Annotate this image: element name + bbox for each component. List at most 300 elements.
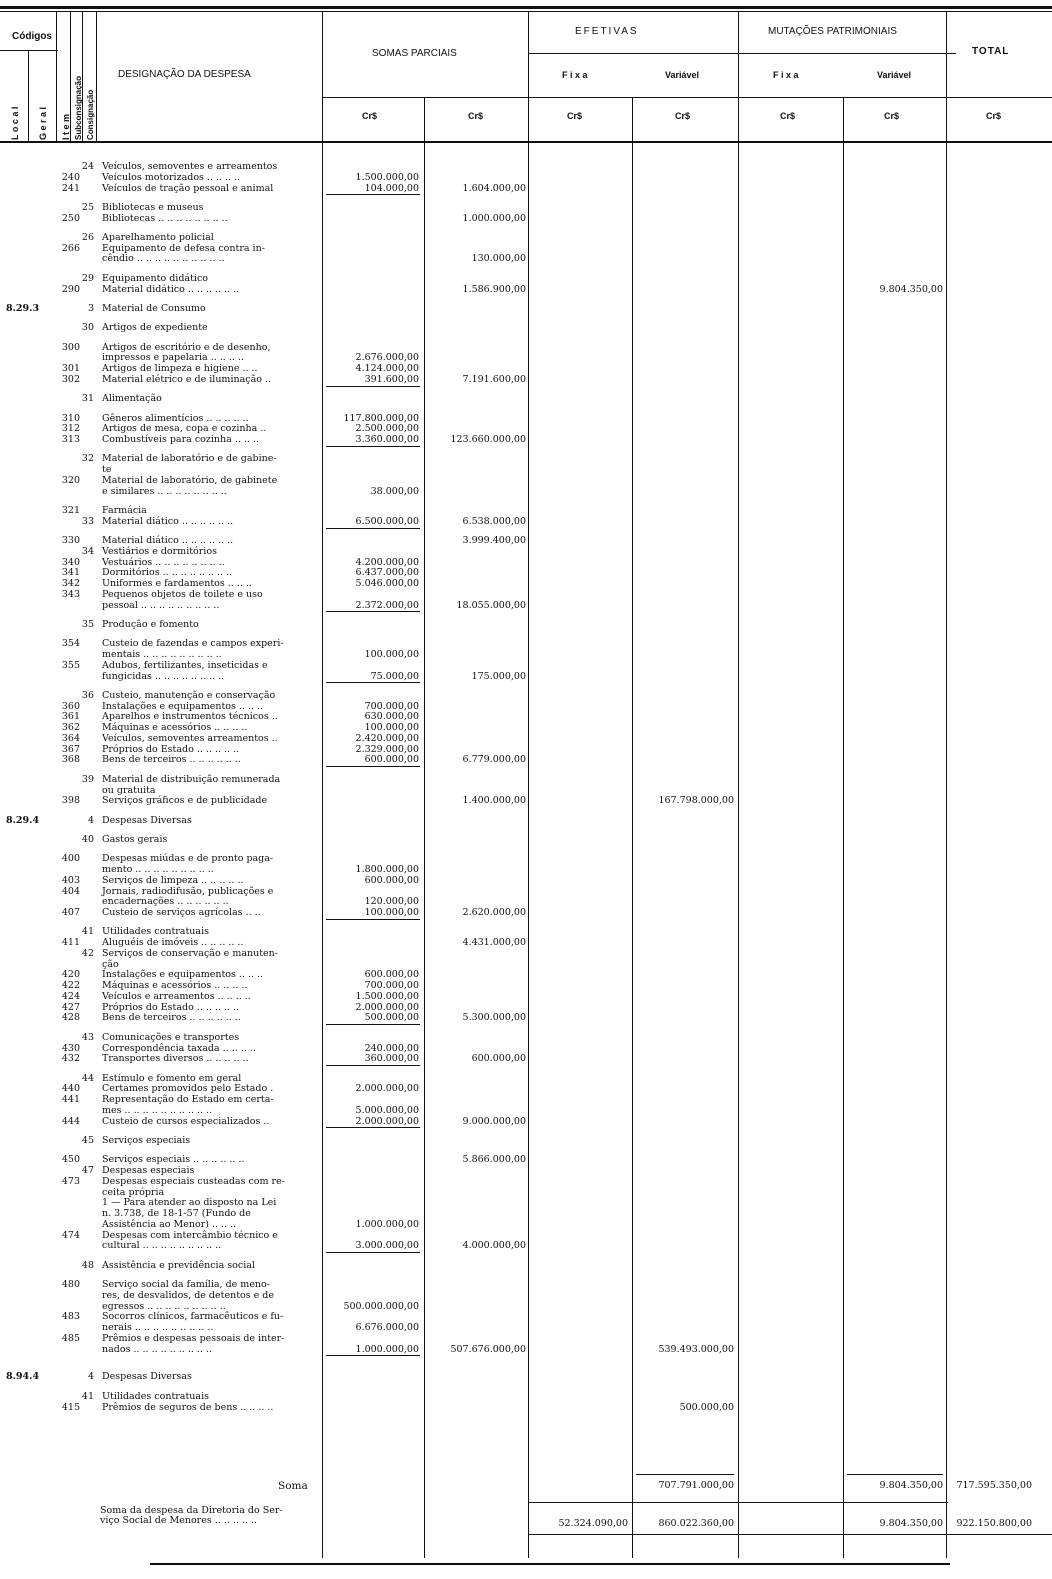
soma-final-efetiva-fixa: 52.324.090,00 [558, 1518, 628, 1529]
expense-description: ção [102, 958, 119, 970]
subconsignacao-code: 266 [61, 242, 80, 254]
expense-description: Serviços especiais .. .. .. .. .. .. [102, 1154, 245, 1166]
expense-description: fungicidas .. .. .. .. .. .. .. .. [102, 670, 225, 682]
expense-description: Transportes diversos .. .. .. .. .. [102, 1053, 249, 1065]
subconsignacao-code: 483 [61, 1311, 80, 1323]
subconsignacao-code: 427 [61, 1001, 80, 1013]
bottom-rule [150, 1563, 950, 1565]
expense-description: Despesas Diversas [102, 1371, 192, 1383]
subtotal-rule [326, 919, 420, 920]
section-code: 8.29.4 [6, 814, 40, 826]
item-code: 34 [81, 545, 94, 557]
expense-description: Veículos de tração pessoal e animal [102, 182, 274, 194]
expense-description: nados .. .. .. .. .. .. .. .. .. [102, 1343, 212, 1355]
expense-description: Bibliotecas .. .. .. .. .. .. .. .. [102, 212, 228, 224]
expense-description: 1 — Para atender ao disposto na Lei [102, 1197, 277, 1209]
expense-description: Comunicações e transportes [102, 1031, 240, 1043]
expense-description: Uniformes e fardamentos .. .. .. [102, 578, 252, 590]
expense-description: Veículos, semoventes e arreamentos [102, 161, 278, 172]
expense-description: Dormitórios .. .. .. .. .. .. .. .. [102, 567, 233, 579]
expense-description: Material elétrico e de iluminação .. [102, 373, 272, 385]
partial-sum-2: 5.300.000,00 [462, 1012, 526, 1024]
partial-sum-2: 4.431.000,00 [462, 937, 526, 949]
item-code: 33 [81, 515, 94, 527]
subconsignacao-code: 367 [61, 743, 80, 755]
expense-description: Aparelhamento policial [102, 231, 214, 243]
item-code: 47 [81, 1165, 94, 1177]
header-fixa-ef: F i x a [562, 70, 588, 80]
subconsignacao-code: 398 [61, 795, 80, 807]
expense-description: cultural .. .. .. .. .. .. .. .. .. [102, 1240, 222, 1252]
expense-description: egressos .. .. .. .. .. .. .. .. .. [102, 1300, 226, 1312]
soma-final-label-2: viço Social de Menores .. .. .. .. .. [100, 1515, 258, 1526]
subconsignacao-code: 301 [61, 363, 80, 375]
expense-description: Despesas especiais custeadas com re- [102, 1175, 285, 1187]
header-efetivas: EFETIVAS [575, 26, 639, 37]
expense-description: Serviços gráficos e de publicidade [102, 795, 268, 807]
partial-sum-1: 600.000,00 [364, 754, 419, 766]
expense-description: Despesas miúdas e de pronto paga- [102, 853, 274, 865]
expense-description: Despesas com intercâmbio técnico e [102, 1229, 278, 1241]
item-code: 29 [81, 272, 94, 284]
header-designacao: DESIGNAÇÃO DA DESPESA [118, 69, 251, 80]
partial-sum-1: 630.000,00 [364, 711, 419, 723]
partial-sum-1: 1.000.000,00 [355, 1218, 419, 1230]
expense-description: ou gratuita [102, 784, 156, 796]
partial-sum-2: 7.191.600,00 [462, 373, 526, 385]
partial-sum-2: 1.000.000,00 [462, 212, 526, 224]
partial-sum-2: 4.000.000,00 [462, 1240, 526, 1252]
partial-sum-2: 3.999.400,00 [462, 535, 526, 547]
col-rule [843, 97, 844, 1558]
expense-description: Veículos, semoventes arreamentos .. [102, 732, 278, 744]
currency-5: Cr$ [780, 111, 796, 121]
subconsignacao-code: 480 [61, 1279, 80, 1290]
item-code: 25 [81, 201, 94, 213]
partial-sum-1: 3.360.000,00 [355, 434, 419, 446]
item-code: 32 [81, 453, 94, 465]
subconsignacao-code: 444 [61, 1115, 80, 1127]
expense-description: Pequenos objetos de toilete e uso [102, 588, 263, 600]
currency-1: Cr$ [362, 111, 378, 121]
partial-sum-2: 5.866.000,00 [462, 1154, 526, 1166]
expense-description: Combustíveis para cozinha .. .. .. [102, 434, 259, 446]
expense-description: Serviços de conservação e manuten- [102, 947, 279, 959]
soma-efetiva-variavel: 707.791.000,00 [658, 1480, 734, 1491]
subconsignacao-code: 341 [61, 567, 80, 579]
efetiva-variavel: 167.798.000,00 [658, 795, 734, 807]
subconsignacao-code: 343 [61, 588, 80, 600]
subconsignacao-code: 473 [61, 1175, 80, 1187]
expense-description: Artigos de expediente [102, 322, 208, 334]
expense-description: Máquinas e acessórios .. .. .. .. [102, 722, 248, 734]
partial-sum-1: 2.372.000,00 [355, 599, 419, 611]
header-fixa-mp: F i x a [773, 70, 799, 80]
subconsignacao-code: 250 [61, 212, 80, 224]
subconsignacao-code: 424 [61, 990, 80, 1002]
expense-description: Bens de terceiros .. .. .. .. .. .. [102, 754, 241, 766]
header-total: TOTAL [972, 46, 1010, 57]
subconsignacao-code: 450 [61, 1154, 80, 1166]
expense-description: Gastos gerais [102, 833, 168, 845]
item-code: 4 [87, 814, 94, 826]
subconsignacao-code: 441 [61, 1094, 80, 1106]
efetiva-variavel: 500.000,00 [679, 1401, 734, 1413]
item-code: 39 [81, 773, 94, 785]
partial-sum-1: 500.000.000,00 [343, 1300, 419, 1312]
header-subconsignacao: Subconsignação [74, 75, 83, 140]
expense-description: Despesas Diversas [102, 814, 192, 826]
partial-sum-1: 700.000,00 [364, 980, 419, 992]
partial-sum-1: 2.000.000,00 [355, 1115, 419, 1127]
item-code: 35 [81, 618, 94, 630]
expense-description: Correspondência taxada .. .. .. .. [102, 1042, 256, 1054]
partial-sum-1: 700.000,00 [364, 700, 419, 712]
item-code: 40 [81, 833, 94, 845]
sum-rule [528, 1534, 1052, 1535]
expense-description: nerais .. .. .. .. .. .. .. .. .. [102, 1322, 214, 1333]
expense-description: Instalações e equipamentos .. .. .. [102, 969, 264, 981]
partial-sum-2: 1.604.000,00 [462, 182, 526, 194]
expense-description: Assistência ao Menor) .. .. .. [102, 1218, 237, 1230]
soma-total: 717.595.350,00 [956, 1480, 1032, 1491]
subtotal-rule [326, 1355, 420, 1356]
expense-description: Gêneros alimentícios .. .. .. .. .. [102, 412, 249, 424]
item-code: 3 [87, 302, 94, 314]
sum-rule [847, 1474, 943, 1475]
expense-description: Material diático .. .. .. .. .. .. [102, 515, 234, 527]
item-code: 42 [81, 947, 94, 959]
item-code: 41 [81, 1390, 94, 1402]
item-code: 31 [81, 393, 94, 405]
subconsignacao-code: 407 [61, 907, 80, 919]
subconsignacao-code: 404 [61, 885, 80, 897]
col-rule [96, 12, 97, 141]
currency-6: Cr$ [884, 111, 900, 121]
subconsignacao-code: 355 [61, 659, 80, 671]
subconsignacao-code: 300 [61, 341, 80, 353]
section-code: 8.29.3 [6, 302, 40, 314]
col-rule [528, 12, 529, 1558]
top-rule-thin [0, 11, 1052, 12]
header-consignacao: Consignação [86, 89, 95, 140]
expense-description: Assistência e previdência social [102, 1259, 255, 1271]
expense-description: Custeio, manutenção e conservação [102, 689, 276, 701]
header-somas-parciais: SOMAS PARCIAIS [372, 48, 457, 59]
soma-mutacao-variavel: 9.804.350,00 [879, 1480, 943, 1491]
subconsignacao-code: 432 [61, 1053, 80, 1065]
expense-description: Artigos de mesa, copa e cozinha .. [102, 423, 267, 435]
subtotal-rule [326, 194, 420, 195]
item-code: 36 [81, 689, 94, 701]
partial-sum-2: 123.660.000,00 [450, 434, 526, 446]
expense-description: Representação do Estado em certa- [102, 1094, 274, 1106]
subconsignacao-code: 330 [61, 535, 80, 547]
partial-sum-1: 360.000,00 [364, 1053, 419, 1065]
subconsignacao-code: 430 [61, 1042, 80, 1054]
sum-rule [636, 1474, 734, 1475]
subconsignacao-code: 415 [61, 1401, 80, 1413]
subtotal-rule [326, 766, 420, 767]
expense-description: Custeio de serviços agrícolas .. .. [102, 907, 261, 919]
partial-sum-1: 38.000,00 [370, 485, 419, 497]
col-rule [70, 12, 71, 141]
section-code: 8.94.4 [6, 1371, 40, 1383]
subconsignacao-code: 302 [61, 373, 80, 385]
expense-description: cêndio .. .. .. .. .. .. .. .. .. .. [102, 253, 225, 265]
efetiva-variavel: 539.493.000,00 [658, 1343, 734, 1355]
subconsignacao-code: 320 [61, 474, 80, 486]
partial-sum-1: 2.420.000,00 [355, 732, 419, 744]
partial-sum-1: 6.676.000,00 [355, 1322, 419, 1333]
subconsignacao-code: 411 [61, 937, 80, 949]
partial-sum-1: 1.500.000,00 [355, 171, 419, 183]
partial-sum-2: 1.586.900,00 [462, 283, 526, 295]
header-variavel-mp: Variável [877, 70, 912, 80]
subconsignacao-code: 340 [61, 556, 80, 568]
partial-sum-1: 4.200.000,00 [355, 556, 419, 568]
expense-description: Custeio de fazendas e campos experi- [102, 638, 284, 650]
item-code: 30 [81, 322, 94, 334]
expense-description: Vestuários .. .. .. .. .. .. .. .. [102, 556, 225, 568]
item-code: 4 [87, 1371, 94, 1383]
soma-final-efetiva-variavel: 860.022.360,00 [658, 1518, 734, 1529]
partial-sum-1: 240.000,00 [364, 1042, 419, 1054]
header-geral: G e r a l [38, 106, 48, 140]
expense-description: Prêmios e despesas pessoais de inter- [102, 1332, 285, 1344]
partial-sum-1: 100.000,00 [364, 722, 419, 734]
soma-label: Soma [278, 1480, 308, 1492]
partial-sum-1: 4.124.000,00 [355, 363, 419, 375]
partial-sum-2: 18.055.000,00 [456, 599, 526, 611]
expense-description: Material diático .. .. .. .. .. .. [102, 535, 234, 547]
expense-description: Veículos motorizados .. .. .. .. [102, 171, 241, 183]
currency-3: Cr$ [567, 111, 583, 121]
top-rule [0, 6, 1052, 9]
expense-description: Próprios do Estado .. .. .. .. .. [102, 1001, 240, 1013]
header-rule [528, 53, 956, 54]
expense-description: Jornais, radiodifusão, publicações e [102, 885, 274, 897]
expense-description: mento .. .. .. .. .. .. .. .. .. [102, 864, 214, 876]
partial-sum-2: 9.000.000,00 [462, 1115, 526, 1127]
expense-description: Estímulo e fomento em geral [102, 1072, 242, 1084]
expense-description: Artigos de limpeza e higiene .. .. [102, 363, 258, 375]
partial-sum-1: 2.676.000,00 [355, 352, 419, 364]
expense-description: Produção e fomento [102, 618, 199, 630]
expense-description: Adubos, fertilizantes, inseticidas e [102, 659, 268, 671]
subtotal-rule [326, 1127, 420, 1128]
partial-sum-1: 1.500.000,00 [355, 990, 419, 1002]
partial-sum-1: 5.000.000,00 [355, 1104, 419, 1116]
mutacao-variavel: 9.804.350,00 [879, 283, 943, 295]
partial-sum-1: 117.800.000,00 [343, 412, 419, 424]
expense-description: Despesas especiais [102, 1165, 195, 1177]
subconsignacao-code: 240 [61, 171, 80, 183]
item-code: 45 [81, 1134, 94, 1146]
partial-sum-1: 600.000,00 [364, 969, 419, 981]
item-code: 26 [81, 231, 94, 243]
partial-sum-1: 600.000,00 [364, 874, 419, 886]
subconsignacao-code: 360 [61, 700, 80, 712]
col-rule [28, 50, 29, 141]
subconsignacao-code: 428 [61, 1012, 80, 1024]
expense-description: impressos e papelaria .. .. .. .. [102, 352, 244, 364]
expense-description: Material de distribuição remunerada [102, 773, 281, 785]
partial-sum-1: 1.800.000,00 [355, 864, 419, 876]
expense-description: Material didático .. .. .. .. .. .. [102, 283, 240, 295]
partial-sum-2: 6.538.000,00 [462, 515, 526, 527]
expense-description: Artigos de escritório e de desenho, [102, 341, 271, 353]
expense-description: mes .. .. .. .. .. .. .. .. .. .. [102, 1104, 213, 1116]
expense-description: Bibliotecas e museus [102, 201, 204, 213]
subconsignacao-code: 485 [61, 1332, 80, 1344]
col-rule [56, 12, 57, 141]
expense-description: res, de desvalidos, de detentos e de [102, 1289, 274, 1301]
partial-sum-2: 175.000,00 [471, 670, 526, 682]
expense-description: Equipamento de defesa contra in- [102, 242, 265, 254]
subtotal-rule [326, 528, 420, 529]
expense-description: Material de Consumo [102, 302, 206, 314]
item-code: 24 [81, 161, 94, 172]
header-codigos: Códigos [12, 31, 52, 42]
col-rule [946, 12, 947, 1558]
header-mutacoes: MUTAÇÕES PATRIMONIAIS [768, 26, 897, 37]
subtotal-rule [326, 446, 420, 447]
subtotal-rule [326, 1024, 420, 1025]
header-item: I t e m [61, 113, 71, 140]
soma-final-mutacao-variavel: 9.804.350,00 [879, 1518, 943, 1529]
expense-description: pessoal .. .. .. .. .. .. .. .. .. [102, 599, 220, 611]
partial-sum-1: 100.000,00 [364, 649, 419, 661]
expense-description: Bens de terceiros .. .. .. .. .. .. [102, 1012, 241, 1024]
expense-description: Vestiários e dormitórios [102, 545, 217, 557]
expense-description: Prêmios de seguros de bens .. .. .. .. [102, 1401, 274, 1413]
subtotal-rule [326, 386, 420, 387]
partial-sum-1: 5.046.000,00 [355, 578, 419, 590]
soma-final-label-1: Soma da despesa da Diretoria do Ser- [100, 1505, 283, 1516]
partial-sum-2: 1.400.000,00 [462, 795, 526, 807]
expense-description: Serviços especiais [102, 1134, 191, 1146]
partial-sum-2: 2.620.000,00 [462, 907, 526, 919]
expense-description: te [102, 464, 112, 476]
expense-description: Alimentação [102, 393, 162, 405]
expense-description: Custeio de cursos especializados .. [102, 1115, 270, 1127]
subconsignacao-code: 422 [61, 980, 80, 992]
subconsignacao-code: 361 [61, 711, 80, 723]
col-rule [632, 97, 633, 1558]
subtotal-rule [326, 611, 420, 612]
subconsignacao-code: 368 [61, 754, 80, 766]
header-bottom-rule [0, 141, 1052, 143]
expense-description: Utilidades contratuais [102, 926, 209, 938]
partial-sum-1: 2.000.000,00 [355, 1001, 419, 1013]
partial-sum-1: 2.500.000,00 [355, 423, 419, 435]
expense-description: e similares .. .. .. .. .. .. .. .. [102, 485, 227, 497]
sum-rule [528, 1502, 948, 1503]
expense-description: Serviços de limpeza .. .. .. .. .. [102, 874, 244, 886]
expense-description: Socorros clínicos, farmacêuticos e fu- [102, 1311, 284, 1323]
partial-sum-1: 3.000.000,00 [355, 1240, 419, 1252]
subconsignacao-code: 310 [61, 412, 80, 424]
header-local: L o c a l [10, 106, 20, 140]
subtotal-rule [326, 1065, 420, 1066]
subconsignacao-code: 342 [61, 578, 80, 590]
expense-description: mentais .. .. .. .. .. .. .. .. .. [102, 649, 222, 661]
partial-sum-1: 104.000,00 [364, 182, 419, 194]
expense-description: Aluguéis de imóveis .. .. .. .. .. [102, 937, 244, 949]
item-code: 44 [81, 1072, 94, 1084]
expense-description: ceita própria [102, 1186, 165, 1198]
partial-sum-2: 507.676.000,00 [450, 1343, 526, 1355]
item-code: 48 [81, 1259, 94, 1271]
col-rule [738, 12, 739, 1558]
col-rule [424, 97, 425, 1558]
subconsignacao-code: 312 [61, 423, 80, 435]
partial-sum-1: 391.600,00 [364, 373, 419, 385]
currency-4: Cr$ [675, 111, 691, 121]
subconsignacao-code: 364 [61, 732, 80, 744]
partial-sum-1: 75.000,00 [370, 670, 419, 682]
soma-final-total: 922.150.800,00 [956, 1518, 1032, 1529]
col-rule [82, 12, 83, 141]
expense-description: Material de laboratório e de gabine- [102, 453, 277, 465]
expense-description: Instalações e equipamentos .. .. .. [102, 700, 264, 712]
partial-sum-1: 100.000,00 [364, 907, 419, 919]
subconsignacao-code: 440 [61, 1083, 80, 1095]
col-rule [322, 12, 323, 1558]
expense-description: n. 3.738, de 18-1-57 (Fundo de [102, 1208, 251, 1220]
subconsignacao-code: 313 [61, 434, 80, 446]
item-code: 43 [81, 1031, 94, 1043]
header-rule [0, 50, 58, 51]
subtotal-rule [326, 682, 420, 683]
partial-sum-1: 1.000.000,00 [355, 1343, 419, 1355]
subconsignacao-code: 362 [61, 722, 80, 734]
partial-sum-2: 600.000,00 [471, 1053, 526, 1065]
header-variavel-ef: Variável [665, 70, 700, 80]
partial-sum-1: 2.000.000,00 [355, 1083, 419, 1095]
expense-description: Veículos e arreamentos .. .. .. .. [102, 990, 251, 1002]
subconsignacao-code: 354 [61, 638, 80, 650]
partial-sum-2: 6.779.000,00 [462, 754, 526, 766]
subtotal-rule [326, 1252, 420, 1253]
partial-sum-1: 6.500.000,00 [355, 515, 419, 527]
item-code: 41 [81, 926, 94, 938]
expense-description: Material de laboratório, de gabinete [102, 474, 278, 486]
partial-sum-1: 2.329.000,00 [355, 743, 419, 755]
expense-description: Aparelhos e instrumentos técnicos .. [102, 711, 278, 723]
expense-description: encadernações .. .. .. .. .. .. [102, 896, 229, 908]
subconsignacao-code: 321 [61, 505, 80, 516]
partial-sum-1: 500.000,00 [364, 1012, 419, 1024]
expense-description: Equipamento didático [102, 272, 208, 284]
partial-sum-2: 130.000,00 [471, 253, 526, 265]
partial-sum-1: 6.437.000,00 [355, 567, 419, 579]
subconsignacao-code: 420 [61, 969, 80, 981]
expense-description: Certames promovidos pelo Estado . [102, 1083, 274, 1095]
header-rule [322, 97, 1052, 98]
currency-2: Cr$ [468, 111, 484, 121]
partial-sum-1: 120.000,00 [364, 896, 419, 908]
expense-description: Próprios do Estado .. .. .. .. .. [102, 743, 240, 755]
subconsignacao-code: 290 [61, 283, 80, 295]
subconsignacao-code: 400 [61, 853, 80, 865]
expense-description: Utilidades contratuais [102, 1390, 209, 1402]
subconsignacao-code: 403 [61, 874, 80, 886]
subconsignacao-code: 241 [61, 182, 80, 194]
currency-7: Cr$ [986, 111, 1002, 121]
expense-description: Máquinas e acessórios .. .. .. .. [102, 980, 248, 992]
